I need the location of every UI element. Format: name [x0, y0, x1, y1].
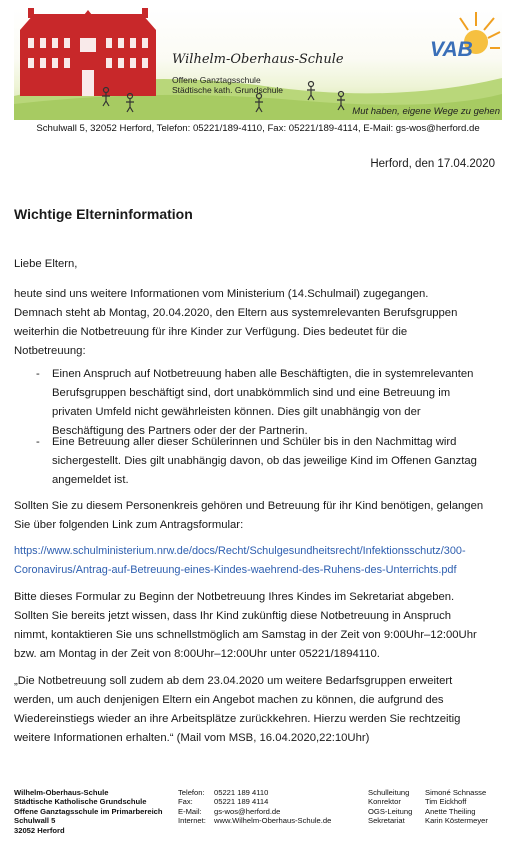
- bullet-item: [36, 433, 506, 493]
- letter-date: Herford, den 17.04.2020: [370, 158, 495, 170]
- contact-label: Internet:: [178, 816, 206, 826]
- apply-paragraph: [14, 497, 504, 535]
- text-line: Berufsgruppen beschäftigt sind, dort unabkömmlich sind und eine Betreuung im: [52, 387, 451, 399]
- text-line: „Die Notbetreuung soll zudem ab dem 23.04.2020 um weitere Bedarfsgruppen erweitert: [14, 675, 453, 687]
- text-line: Demnach steht ab Montag, 20.04.2020, den Eltern aus systemrelevanten Berufsgruppen: [14, 307, 458, 319]
- text-line: nimmt, kontaktieren Sie uns schnellstmöglich am Samstag in der Zeit von 9:00Uhr–12:00Uhr: [14, 629, 477, 641]
- intro-paragraph: [14, 285, 504, 361]
- footer-role-names: [425, 788, 515, 826]
- role-name: Simoné Schnasse: [425, 788, 487, 797]
- footer-line: Wilhelm-Oberhaus-Schule: [14, 788, 109, 797]
- footer-school-info: [14, 788, 174, 835]
- text-line: Beschäftigung des Partners oder der der Partnerin.: [52, 425, 308, 437]
- school-motto: Mut haben, eigene Wege zu gehen: [352, 106, 500, 117]
- role-label: Konrektor: [368, 797, 401, 807]
- quote-paragraph: [14, 672, 504, 748]
- footer-contact-labels: [178, 788, 214, 826]
- footer-line: 32052 Herford: [14, 825, 65, 835]
- school-banner: [14, 8, 502, 120]
- text-line: Sollten Sie bereits jetzt wissen, dass Ihr Kind zukünftig diese Notbetreuung in Anspruch: [14, 610, 452, 622]
- address-line: Schulwall 5, 32052 Herford, Telefon: 05221/189-4110, Fax: 05221/189-4114, E-Mail: gs-wos@herford.de: [36, 123, 480, 134]
- footer-role-labels: [368, 788, 424, 826]
- text-line: Bitte dieses Formular zu Beginn der Notbetreuung Ihres Kindes im Sekretariat abgeben.: [14, 591, 455, 603]
- role-name: Tim Eickhoff: [425, 797, 467, 807]
- text-line: angemeldet ist.: [52, 474, 129, 486]
- text-line: Eine Betreuung aller dieser Schülerinnen und Schüler bis in den Nachmittag wird: [52, 436, 457, 448]
- letter-title: Wichtige Elterninformation: [14, 206, 193, 222]
- contact-fax: 05221 189 4114: [214, 797, 269, 807]
- role-name: Anette Theiling: [425, 806, 476, 816]
- footer-contact-values: [214, 788, 364, 826]
- contact-label: E-Mail:: [178, 806, 202, 816]
- link-line[interactable]: https://www.schulministerium.nrw.de/docs/Recht/Schulgesundheitsrecht/Infektionsschutz/300-: [14, 545, 466, 557]
- footer-line: Schulwall 5: [14, 816, 56, 826]
- text-line: Sie über folgenden Link zum Antragsformular:: [14, 519, 244, 531]
- contact-label: Fax:: [178, 797, 193, 807]
- footer-line: Offene Ganztagsschule im Primarbereich: [14, 806, 163, 816]
- text-line: heute sind uns weitere Informationen vom Ministerium (14.Schulmail) zugegangen.: [14, 288, 429, 300]
- text-line: weiterhin die Notbetreuung für ihre Kinder zur Verfügung. Dies bedeutet für die: [14, 326, 408, 338]
- text-line: werden, um auch denjenigen Eltern ein Angebot machen zu können, die aufgrund des: [14, 694, 444, 706]
- text-line: Notbetreuung:: [14, 345, 86, 357]
- school-subtitle-1: Offene Ganztagsschule: [172, 75, 261, 85]
- application-form-link[interactable]: [14, 542, 504, 580]
- bullet-dash: -: [36, 368, 40, 380]
- contact-website[interactable]: www.Wilhelm-Oberhaus-Schule.de: [214, 816, 332, 826]
- footer-line: Städtische Katholische Grundschule: [14, 797, 147, 807]
- contact-phone: 05221 189 4110: [214, 788, 269, 797]
- role-name: Karin Köstermeyer: [425, 816, 488, 826]
- text-line: Sollten Sie zu diesem Personenkreis gehören und Betreuung für ihr Kind benötigen, gelangen: [14, 500, 484, 512]
- link-line[interactable]: Coronavirus/Antrag-auf-Betreuung-eines-Kindes-waehrend-des-Ruhens-des-Unterrichts.pdf: [14, 564, 457, 576]
- text-line: sichergestellt. Dies gilt unabhängig davon, ob das jeweilige Kind im Offenen Ganztag: [52, 455, 477, 467]
- text-line: Wiedereinstiegs wieder an ihre Arbeitsplätze zurückkehren. Hierzu werden Sie rechtzeitig: [14, 713, 461, 725]
- school-subtitle-2: Städtische kath. Grundschule: [172, 85, 284, 95]
- bullet-dash: -: [36, 436, 40, 448]
- role-label: Sekretariat: [368, 816, 405, 826]
- text-line: privaten Umfeld nicht gewährleisten können. Dies gilt unabhängig von der: [52, 406, 421, 418]
- contact-email[interactable]: gs-wos@herford.de: [214, 806, 281, 816]
- role-label: OGS-Leitung: [368, 806, 413, 816]
- contact-label: Telefon:: [178, 788, 205, 797]
- salutation: Liebe Eltern,: [14, 258, 78, 270]
- role-label: Schulleitung: [368, 788, 410, 797]
- text-line: Einen Anspruch auf Notbetreuung haben alle Beschäftigten, die in systemrelevanten: [52, 368, 474, 380]
- school-name: Wilhelm-Oberhaus-Schule: [172, 52, 344, 67]
- vab-logo-text: VAB: [430, 38, 473, 61]
- text-line: weitere Informationen erhalten.“ (Mail vom MSB, 16.04.2020,22:10Uhr): [14, 732, 370, 744]
- submit-paragraph: [14, 588, 504, 664]
- text-line: bzw. am Montag in der Zeit von 8:00Uhr–12:00Uhr unter 05221/1894110.: [14, 648, 380, 660]
